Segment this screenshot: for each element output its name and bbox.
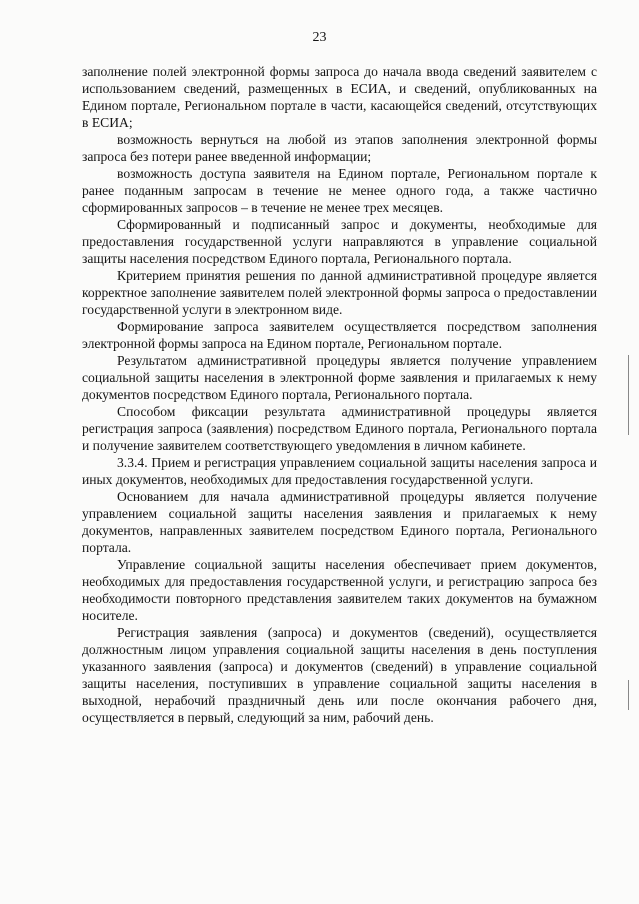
paragraph: заполнение полей электронной формы запроса до начала ввода сведений заявителем с использованием сведений, размещенных в ЕСИА, и сведений, опубликованных на Едином портале, Региональном портале в части, касающейся сведений, отсутствующих в ЕСИА;: [82, 64, 597, 130]
document-body: [82, 63, 597, 726]
paragraph: Способом фиксации результата административной процедуры является регистрация запроса (заявления) посредством Единого портала, Регионального портала и получение заявителем соответствующего уведомления в личном кабинете.: [82, 404, 597, 453]
paragraph: возможность доступа заявителя на Едином портале, Региональном портале к ранее поданным запросам в течение не менее одного года, а также частично сформированных запросов – в течение не менее трех месяцев.: [82, 166, 597, 215]
page-number: 23: [312, 30, 327, 45]
scan-edge-mark: [628, 355, 629, 435]
paragraph: Формирование запроса заявителем осуществляется посредством заполнения электронной формы запроса на Едином портале, Региональном портале.: [82, 319, 597, 351]
paragraph: Результатом административной процедуры является получение управлением социальной защиты населения в электронной форме заявления и прилагаемых к нему документов посредством Единого портала, Регионального портала.: [82, 353, 597, 402]
paragraph: Сформированный и подписанный запрос и документы, необходимые для предоставления государственной услуги направляются в управление социальной защиты населения посредством Единого портала, Регионального портала.: [82, 217, 597, 266]
paragraph: Регистрация заявления (запроса) и документов (сведений), осуществляется должностным лицом управления социальной защиты населения в день поступления указанного заявления (запроса) и документов (сведений) в управление социальной защиты населения, поступивших в управление социальной защиты населения в выходной, нерабочий праздничный день или после окончания рабочего дня, осуществляется в первый, следующий за ним, рабочий день.: [82, 625, 597, 725]
paragraph: 3.3.4. Прием и регистрация управлением социальной защиты населения запроса и иных документов, необходимых для предоставления государственной услуги.: [82, 455, 597, 487]
scan-edge-mark: [628, 680, 629, 710]
paragraph: Основанием для начала административной процедуры является получение управлением социальной защиты населения заявления и прилагаемых к нему документов, направленных заявителем посредством Единого портала, Регионального портала.: [82, 489, 597, 555]
paragraph: Критерием принятия решения по данной административной процедуре является корректное заполнение заявителем полей электронной формы запроса о предоставлении государственной услуги в электронном виде.: [82, 268, 597, 317]
paragraph: Управление социальной защиты населения обеспечивает прием документов, необходимых для предоставления государственной услуги, и регистрацию запроса без необходимости повторного представления заявителем таких документов на бумажном носителе.: [82, 557, 597, 623]
paragraph: возможность вернуться на любой из этапов заполнения электронной формы запроса без потери ранее введенной информации;: [82, 132, 597, 164]
